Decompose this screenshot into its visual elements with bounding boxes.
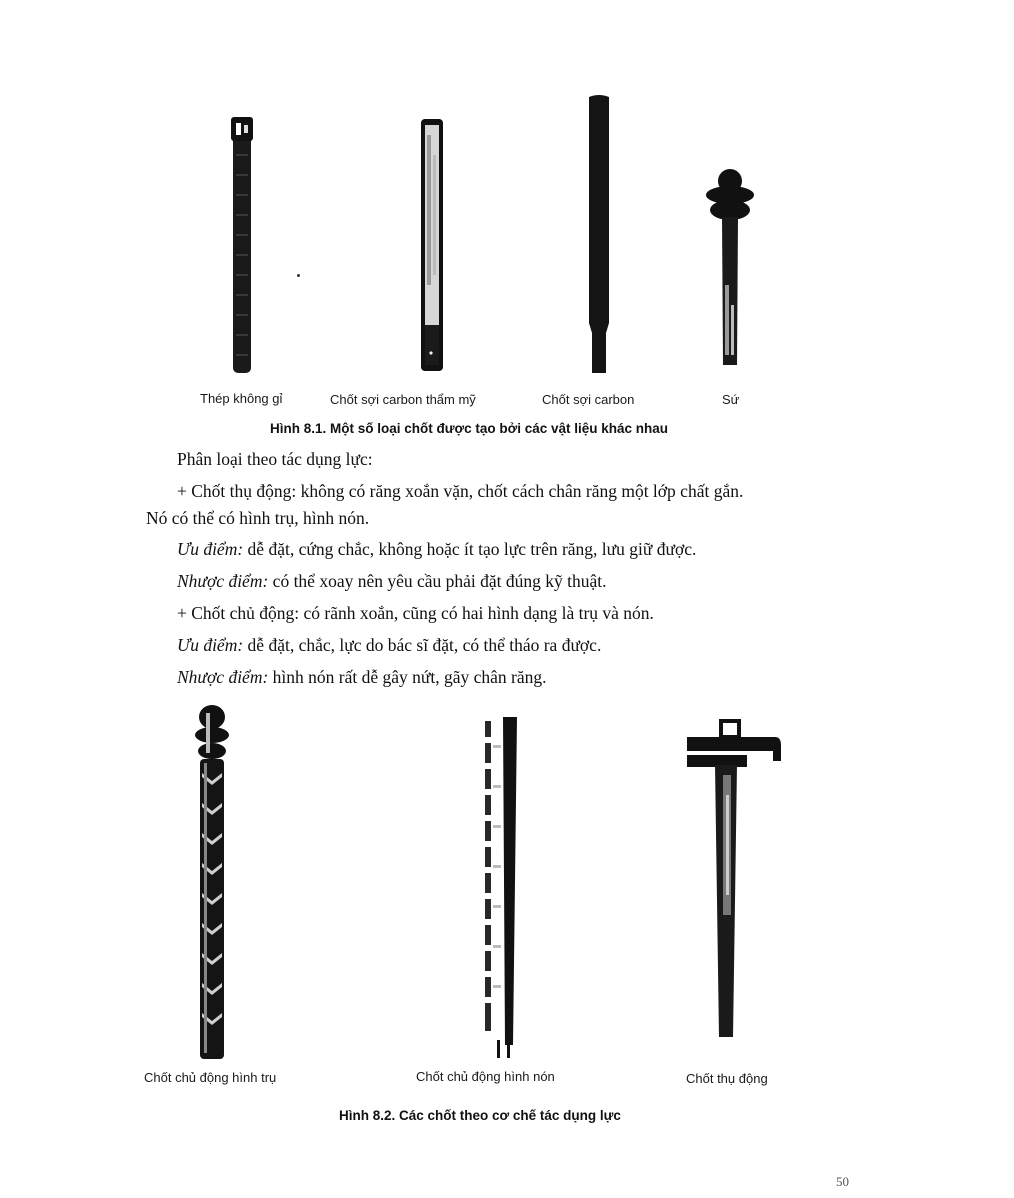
figure1-caption: Hình 8.1. Một số loại chốt được tạo bởi các vật liệu khác nhau xyxy=(270,421,669,436)
advantage-2-text: dễ đặt, chắc, lực do bác sĩ đặt, có thể tháo ra được. xyxy=(243,635,602,655)
aesthetic-carbon-post-image xyxy=(413,115,453,375)
carbon-post-image xyxy=(580,93,620,378)
paragraph-passive-post: + Chốt thụ động: không có răng xoắn vặn, chốt cách chân răng một lớp chất gắn. xyxy=(177,481,744,501)
figure1-label-aesthetic-carbon: Chốt sợi carbon thẩm mỹ xyxy=(330,392,476,407)
figure2-label-passive: Chốt thụ động xyxy=(686,1071,768,1086)
figure1-label-carbon: Chốt sợi carbon xyxy=(542,392,635,407)
paragraph-advantage-2 xyxy=(177,637,601,655)
paragraph-intro: Phân loại theo tác dụng lực: xyxy=(177,449,373,469)
page-number: 50 xyxy=(836,1174,849,1189)
figure1-label-stainless-steel: Thép không gỉ xyxy=(200,391,283,406)
disadvantage-1-text: có thể xoay nên yêu cầu phải đặt đúng kỹ thuật. xyxy=(268,571,607,591)
figure2-caption: Hình 8.2. Các chốt theo cơ chế tác dụng lực xyxy=(339,1108,621,1123)
figure2-label-active-conical: Chốt chủ động hình nón xyxy=(416,1069,555,1084)
speck xyxy=(297,274,300,277)
disadvantage-2-text: hình nón rất dễ gây nứt, gãy chân răng. xyxy=(268,667,547,687)
figure1-label-ceramic: Sứ xyxy=(722,392,740,407)
advantage-2-label: Ưu điểm: xyxy=(177,635,244,655)
ceramic-post-image xyxy=(700,165,760,375)
paragraph-active-post: + Chốt chủ động: có rãnh xoắn, cũng có hai hình dạng là trụ và nón. xyxy=(177,603,654,623)
active-cylindrical-post-image xyxy=(187,703,237,1063)
disadvantage-2-label: Nhược điểm: xyxy=(177,667,269,687)
passive-post-image xyxy=(685,715,785,1045)
active-conical-post-image xyxy=(481,715,531,1060)
paragraph-disadvantage-2 xyxy=(177,669,547,687)
paragraph-passive-post-cont: Nó có thể có hình trụ, hình nón. xyxy=(146,508,370,528)
advantage-1-label: Ưu điểm: xyxy=(177,539,244,559)
stainless-steel-post-image xyxy=(223,115,263,375)
paragraph-disadvantage-1 xyxy=(177,573,607,591)
figure2-label-active-cylindrical: Chốt chủ động hình trụ xyxy=(144,1070,277,1085)
paragraph-advantage-1 xyxy=(177,541,696,559)
disadvantage-1-label: Nhược điểm: xyxy=(177,571,269,591)
advantage-1-text: dễ đặt, cứng chắc, không hoặc ít tạo lực trên răng, lưu giữ được. xyxy=(243,539,697,559)
